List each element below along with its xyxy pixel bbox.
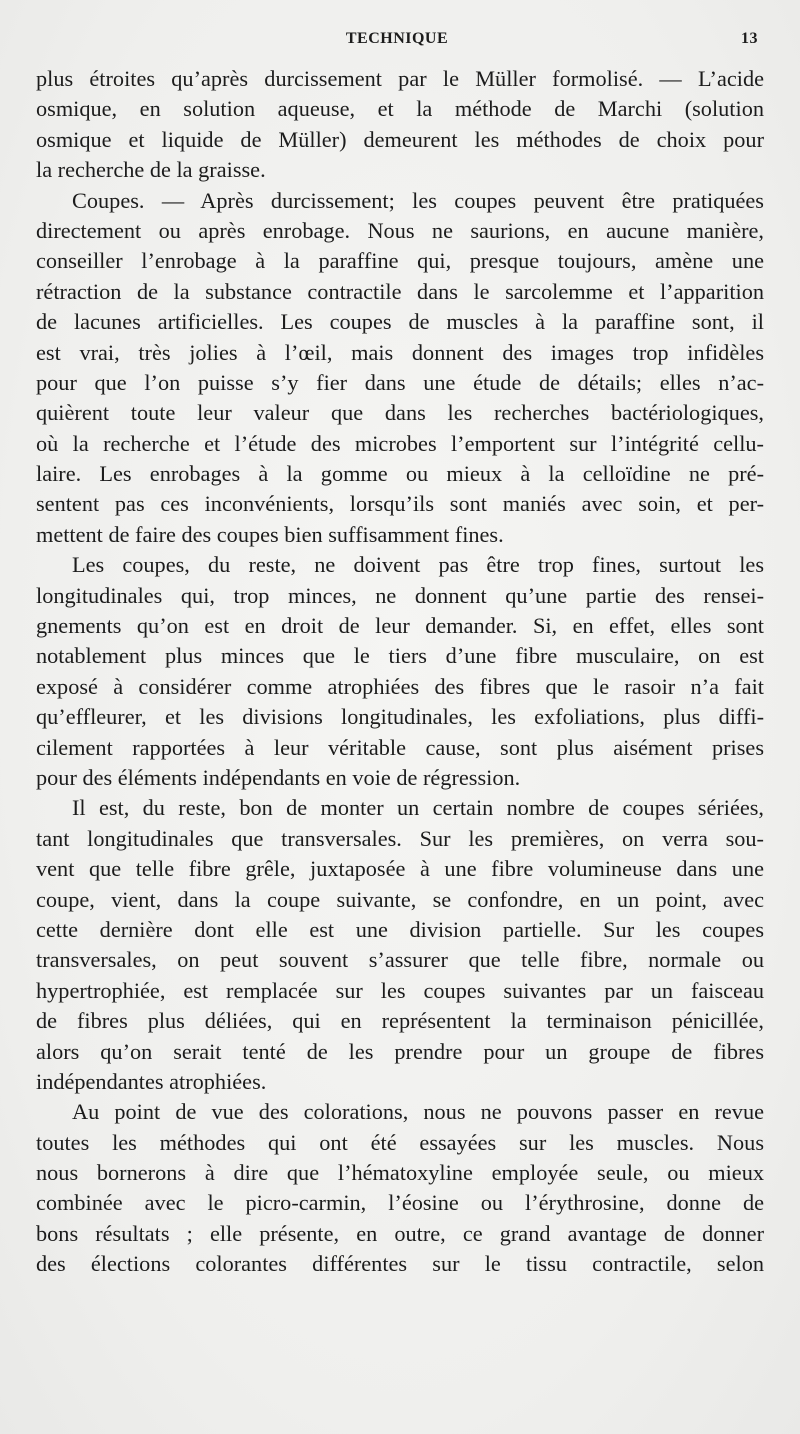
text-line: laire. Les enrobages à la gomme ou mieux à la celloïdine ne pré- <box>36 461 764 487</box>
text-line: tant longitudinales que transversales. Sur les premières, on verra sou- <box>36 825 764 851</box>
text-line: où la recherche et l’étude des microbes l’emportent sur l’intégrité cellu- <box>36 430 764 456</box>
text-line: combinée avec le picro-carmin, l’éosine ou l’érythrosine, donne de <box>36 1190 764 1216</box>
text-line: de fibres plus déliées, qui en représentent la terminaison pénicillée, <box>36 1008 764 1034</box>
page-number: 13 <box>741 30 758 47</box>
text-line: est vrai, très jolies à l’œil, mais donnent des images trop infidèles <box>36 339 764 365</box>
text-line: vent que telle fibre grêle, juxtaposée à une fibre volumineuse dans une <box>36 856 764 882</box>
page-header <box>36 30 758 56</box>
text-line: alors qu’on serait tenté de les prendre pour un groupe de fibres <box>36 1038 764 1064</box>
text-line: pour que l’on puisse s’y fier dans une étude de détails; elles n’ac- <box>36 369 764 395</box>
text-line: gnements qu’on est en droit de leur demander. Si, en effet, elles sont <box>36 613 764 639</box>
text-line: conseiller l’enrobage à la paraffine qui, presque toujours, amène une <box>36 248 764 274</box>
text-line: notablement plus minces que le tiers d’une fibre musculaire, on est <box>36 643 764 669</box>
text-line: la recherche de la graisse. <box>36 157 266 183</box>
text-line: Il est, du reste, bon de monter un certain nombre de coupes sériées, <box>72 795 764 821</box>
text-line: exposé à considérer comme atrophiées des fibres que le rasoir n’a fait <box>36 673 764 699</box>
body-text <box>36 64 764 1280</box>
text-line: qu’effleurer, et les divisions longitudinales, les exfoliations, plus diffi- <box>36 704 764 730</box>
text-line: longitudinales qui, trop minces, ne donnent qu’une partie des rensei- <box>36 582 764 608</box>
text-line: bons résultats ; elle présente, en outre, ce grand avantage de donner <box>36 1220 764 1246</box>
text-line: pour des éléments indépendants en voie de régression. <box>36 764 521 790</box>
text-line: osmique, en solution aqueuse, et la méthode de Marchi (solution <box>36 96 764 122</box>
text-line: rétraction de la substance contractile dans le sarcolemme et l’apparition <box>36 278 764 304</box>
text-line: hypertrophiée, est remplacée sur les coupes suivantes par un faisceau <box>36 977 764 1003</box>
text-line: quièrent toute leur valeur que dans les recherches bactériologiques, <box>36 400 764 426</box>
text-line: nous bornerons à dire que l’hématoxyline employée seule, ou mieux <box>36 1160 764 1186</box>
text-line: de lacunes artificielles. Les coupes de muscles à la paraffine sont, il <box>36 309 764 335</box>
text-line: Coupes. — Après durcissement; les coupes peuvent être pratiquées <box>72 187 764 213</box>
text-line: cilement rapportées à leur véritable cause, sont plus aisément prises <box>36 734 764 760</box>
text-line: coupe, vient, dans la coupe suivante, se confondre, en un point, avec <box>36 886 764 912</box>
text-line: sentent pas ces inconvénients, lorsqu’ils sont maniés avec soin, et per- <box>36 491 764 517</box>
text-line: osmique et liquide de Müller) demeurent les méthodes de choix pour <box>36 126 764 152</box>
text-line: cette dernière dont elle est une division partielle. Sur les coupes <box>36 916 764 942</box>
text-line: Les coupes, du reste, ne doivent pas être trop fines, surtout les <box>72 552 764 578</box>
text-line: plus étroites qu’après durcissement par le Müller formolisé. — L’acide <box>36 66 764 91</box>
text-line: des élections colorantes différentes sur le tissu contractile, selon <box>36 1251 764 1277</box>
text-line: Au point de vue des colorations, nous ne pouvons passer en revue <box>72 1099 764 1125</box>
text-line: mettent de faire des coupes bien suffisamment fines. <box>36 521 504 547</box>
text-line: transversales, on peut souvent s’assurer que telle fibre, normale ou <box>36 947 764 973</box>
text-line: directement ou après enrobage. Nous ne saurions, en aucune manière, <box>36 217 764 243</box>
text-line: toutes les méthodes qui ont été essayées sur les muscles. Nous <box>36 1129 764 1155</box>
text-line: indépendantes atrophiées. <box>36 1068 267 1094</box>
running-title: TECHNIQUE <box>345 30 449 47</box>
